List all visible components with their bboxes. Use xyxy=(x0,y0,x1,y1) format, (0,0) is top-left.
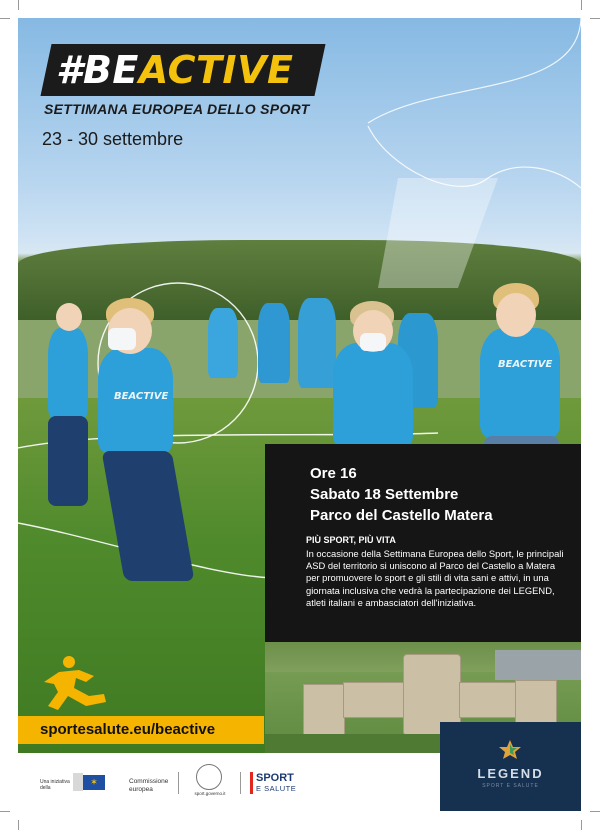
trim-mark xyxy=(590,811,600,812)
trim-mark xyxy=(0,811,10,812)
face-mask xyxy=(108,328,136,350)
website-url[interactable]: sportesalute.eu/beactive xyxy=(40,721,216,738)
gov-site-name: sport.governo.it xyxy=(194,791,226,796)
trim-mark xyxy=(18,0,19,10)
logo-prefix: #BE xyxy=(56,48,139,92)
child-figure-main xyxy=(480,328,560,438)
event-time: Ore 16 xyxy=(310,465,357,482)
child-figure xyxy=(208,308,238,378)
child-figure xyxy=(298,298,336,388)
shirt-logo: BEACTIVE xyxy=(114,391,169,402)
trim-mark xyxy=(0,18,10,19)
legend-logo: LEGEND xyxy=(477,766,544,781)
shirt-logo: BEACTIVE xyxy=(498,359,553,370)
castle-wall xyxy=(459,682,521,718)
sport-salute-mark xyxy=(250,772,253,794)
trim-mark xyxy=(18,820,19,830)
divider xyxy=(240,772,241,794)
child-figure xyxy=(48,328,88,418)
legend-subtitle: SPORT E SALUTE xyxy=(482,783,539,789)
face-mask xyxy=(360,333,386,351)
eu-commission-name: Commissione europea xyxy=(129,778,169,793)
event-dates: 23 - 30 settembre xyxy=(42,129,184,149)
eu-logo-backdrop xyxy=(73,773,83,791)
child-legs xyxy=(48,416,88,506)
initiative-label: Una iniziativa della xyxy=(40,779,70,791)
child-figure xyxy=(258,303,290,383)
trim-mark xyxy=(581,0,582,10)
event-place: Parco del Castello Matera xyxy=(310,507,493,524)
event-description: In occasione della Settimana Europea dello Sport, le principali ASD del territorio si uniscono al Parco del Castello a Matera per promuovere lo sport e gli stili di vita sani e attivi, in una giornata inclusiva che vedrà la partecipazione dei LEGEND, atleti italiani e ambasciatori dell'iniziativa. xyxy=(306,548,564,608)
runner-icon xyxy=(34,654,116,714)
beactive-logo xyxy=(56,46,316,94)
trim-mark xyxy=(590,18,600,19)
child-head xyxy=(56,303,82,331)
trim-mark xyxy=(581,820,582,830)
sport-salute-logo-line1: SPORT xyxy=(256,772,294,784)
child-figure-main xyxy=(333,343,413,448)
logo-accent: ACTIVE xyxy=(138,48,294,92)
eu-stars: ✶ xyxy=(90,777,98,787)
subtitle: SETTIMANA EUROPEA DELLO SPORT xyxy=(44,101,310,117)
castle-tower-left xyxy=(303,684,345,736)
sport-salute-logo-line2: E SALUTE xyxy=(256,784,297,793)
child-head xyxy=(496,293,536,337)
town-buildings xyxy=(495,650,581,680)
republic-emblem-icon xyxy=(196,764,222,790)
event-date: Sabato 18 Settembre xyxy=(310,486,459,503)
event-headline: PIÙ SPORT, PIÙ VITA xyxy=(306,535,396,545)
divider xyxy=(178,772,179,794)
legend-star-icon xyxy=(497,740,523,760)
